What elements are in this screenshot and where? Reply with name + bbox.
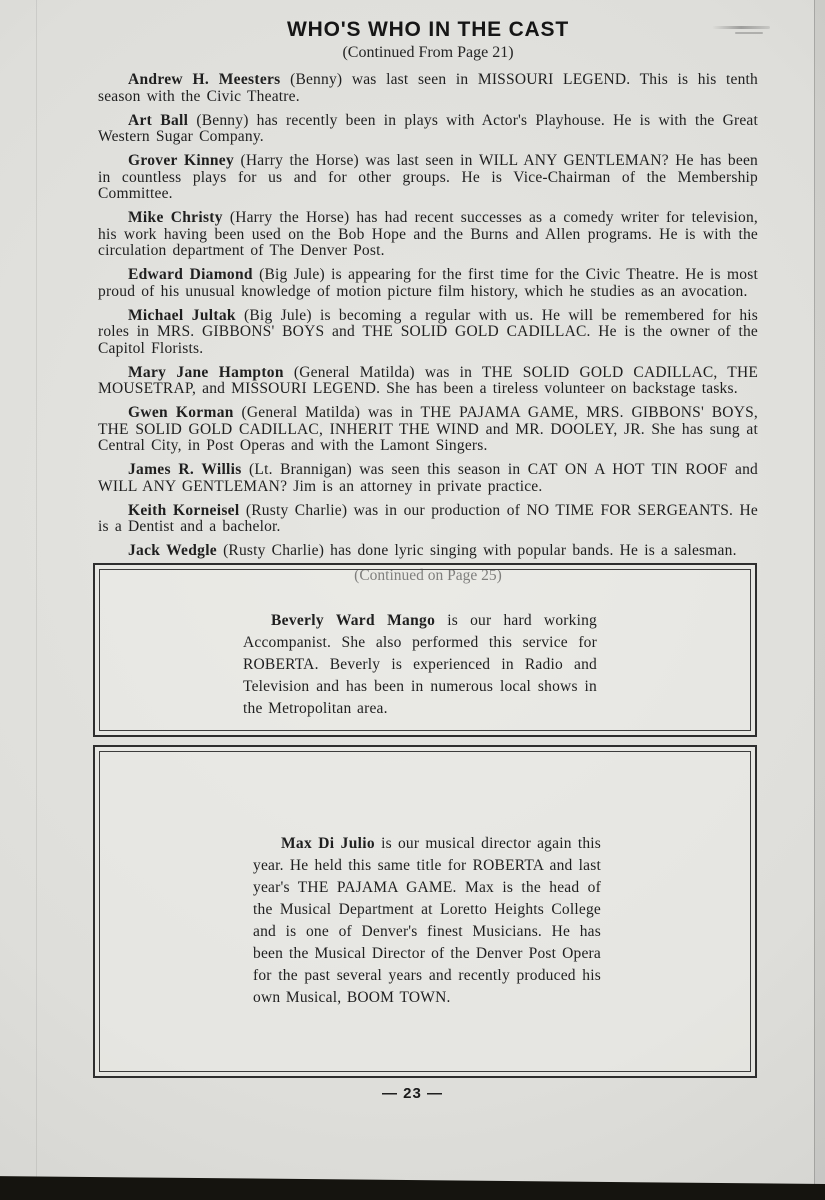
cast-name: Michael Jultak [128, 306, 236, 324]
cast-name: Edward Diamond [128, 266, 253, 283]
cast-bio-text: (Rusty Charlie) has done lyric singing with popular bands. He is a salesman. [223, 542, 737, 559]
cast-name: Grover Kinney [128, 152, 235, 169]
musical-director-name: Max Di Julio [281, 834, 375, 852]
cast-entry [98, 113, 758, 146]
cast-name: Mary Jane Hampton [128, 363, 284, 381]
cast-bio-text: (Big Jule) is appearing for the first time for the Civic Theatre. He is most proud of his unusual knowledge of motion picture film history, which he studies as an avocation. [98, 266, 758, 300]
cast-bio-text: (General Matilda) was in THE PAJAMA GAME, MRS. GIBBONS' BOYS, THE SOLID GOLD CADILLAC, INHERIT THE WIND and MR. DOOLEY, JR. She has sung at Central City, in Post Operas and with the Lamont Singers. [98, 404, 758, 454]
cast-name: Jack Wedgle [128, 542, 217, 559]
page-title: WHO'S WHO IN THE CAST [287, 18, 569, 41]
cast-name: Art Ball [128, 111, 189, 129]
cast-name: Keith Korneisel [128, 501, 240, 519]
cast-entry [98, 308, 758, 358]
musical-director-bio [253, 833, 601, 1009]
page-fold-line [36, 0, 37, 1200]
cast-entry [98, 503, 758, 536]
page-right-edge [814, 0, 825, 1200]
musical-director-bio-text: is our musical director again this year. He held this same title for ROBERTA and last year's THE PAJAMA GAME. Max is the head of the Musical Department at Loretto Heights College and is one of Denver's finest Musicians. He has been the Musical Director of the Denver Post Opera for the past several years and recently produced his own Musical, BOOM TOWN. [253, 834, 602, 1006]
cast-bio-text: (Lt. Brannigan) was seen this season in CAT ON A HOT TIN ROOF and WILL ANY GENTLEMAN? Jim is an attorney in private practice. [98, 461, 758, 495]
cast-bios-section [98, 18, 758, 585]
musical-director-box [93, 745, 757, 1078]
cast-name: Mike Christy [128, 209, 223, 226]
cast-entry [98, 210, 758, 260]
accompanist-name: Beverly Ward Mango [271, 611, 436, 629]
continued-on-note: (Continued on Page 25) [354, 567, 502, 584]
continued-from-note: (Continued From Page 21) [342, 44, 514, 61]
cast-entry [98, 153, 758, 203]
cast-entry [98, 405, 758, 455]
accompanist-bio-text: is our hard working Accompanist. She also performed this service for ROBERTA. Beverly is experienced in Radio and Television and has been in numerous local shows in the Metropolitan area. [243, 611, 597, 717]
scan-edge-strip [0, 1176, 825, 1200]
cast-entry [98, 543, 758, 560]
cast-bio-text: (Big Jule) is becoming a regular with us. He will be remembered for his roles in MRS. GIBBONS' BOYS and THE SOLID GOLD CADILLAC. He is the owner of the Capitol Florists. [98, 306, 759, 357]
cast-bio-text: (Benny) has recently been in plays with Actor's Playhouse. He is with the Great Western Sugar Company. [98, 111, 759, 145]
cast-name: James R. Willis [128, 461, 242, 478]
cast-entry [98, 462, 758, 495]
cast-name: Andrew H. Meesters [128, 71, 281, 88]
cast-bio-text: (Rusty Charlie) was in our production of NO TIME FOR SERGEANTS. He is a Dentist and a bachelor. [98, 501, 758, 535]
cast-entry [98, 72, 758, 105]
cast-name: Gwen Korman [128, 404, 234, 421]
cast-bio-text: (Benny) was last seen in MISSOURI LEGEND. This is his tenth season with the Civic Theatre. [98, 71, 759, 105]
cast-entry [98, 267, 758, 300]
page-number: — 23 — [381, 1085, 444, 1102]
cast-bio-text: (Harry the Horse) has had recent successes as a comedy writer for television, his work having been used on the Bob Hope and the Burns and Allen programs. He is with the circulation department of The Denver Post. [98, 209, 758, 259]
accompanist-bio [243, 610, 597, 720]
cast-entry [98, 365, 758, 398]
cast-bio-text: (General Matilda) was in THE SOLID GOLD CADILLAC, THE MOUSETRAP, and MISSOURI LEGEND. She has been a tireless volunteer on backstage tasks. [98, 363, 759, 397]
cast-bio-text: (Harry the Horse) was last seen in WILL ANY GENTLEMAN? He has been in countless plays for us and for other groups. He is Vice-Chairman of the Membership Committee. [98, 152, 758, 202]
accompanist-box [93, 563, 757, 737]
